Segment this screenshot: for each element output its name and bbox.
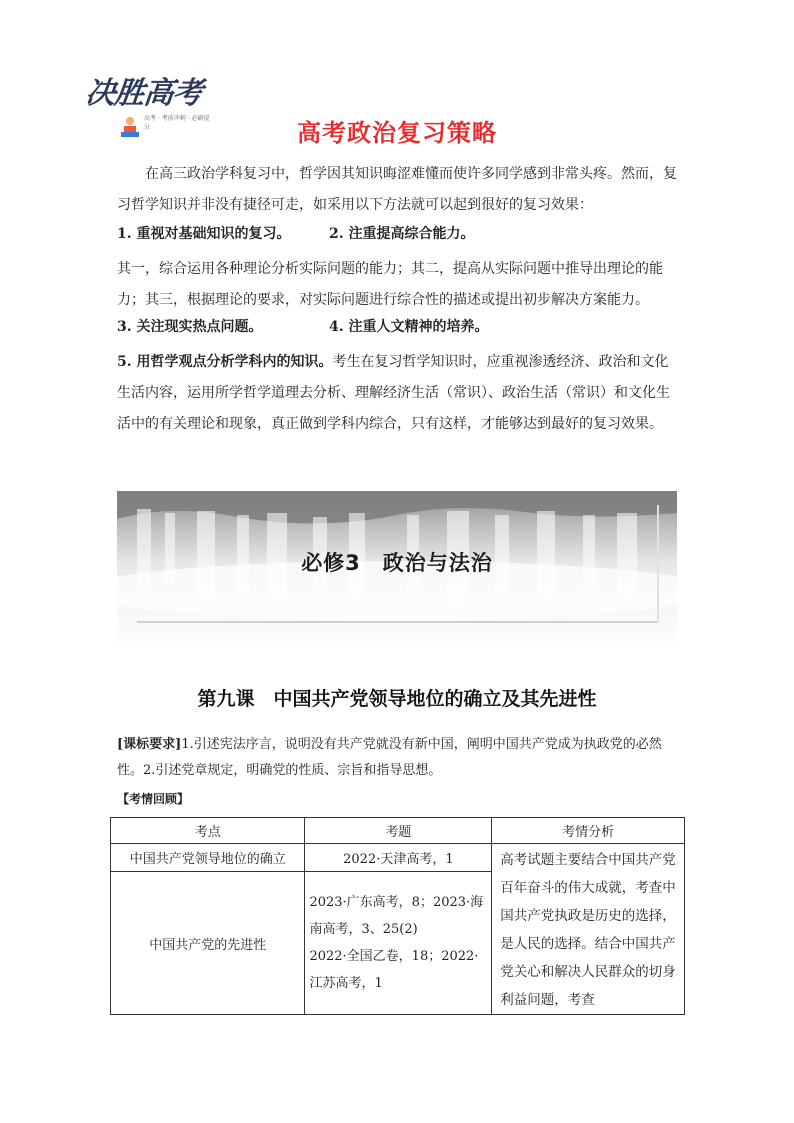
section-banner [117,491,677,649]
lesson-title: 第九课 中国共产党领导地位的确立及其先进性 [197,688,597,710]
tips-row-1 [117,223,475,243]
requirement-text: 1.引述宪法序言，说明没有共产党就没有新中国，阐明中国共产党成为执政党的必然性。2.引述党章规定，明确党的性质、宗旨和指导思想。 [117,737,662,778]
tip-2: 2. 注重提高综合能力。 [329,226,475,242]
exam-analysis-table [110,817,685,1015]
tip-4: 4. 注重人文精神的培养。 [329,319,489,335]
table-cell-point: 中国共产党的先进性 [111,872,305,1015]
tip-5-paragraph [117,347,677,440]
table-cell-point: 中国共产党领导地位的确立 [111,844,305,872]
table-cell-questions [305,872,492,1015]
table-cell-analysis: 高考试题主要结合中国共产党百年奋斗的伟大成就，考查中国共产党执政是历史的选择，是人民的选择。结合中国共产党关心和解决人民群众的切身利益问题，考查 [492,844,685,1015]
exam-review-heading: 【考情回顾】 [117,792,190,806]
header-cell: 考题 [305,818,492,844]
banner-title: 必修3 政治与法治 [301,551,493,575]
table-cell-questions: 2022·天津高考，1 [305,844,492,872]
header-cell: 考点 [111,818,305,844]
logo-brand-text: 决胜高考 [83,76,204,111]
tip-5-text: 考生在复习哲学知识时，应重视渗透经济、政治和文化生活内容，运用所学哲学道理去分析、理解经济生活（常识）、政治生活（常识）和文化生活中的有关理论和现象，真正做到学科内综合，只有这样，才能够达到最好的复习效果。 [117,354,670,432]
logo-tagline: 高考 · 考前冲刺 · 必刷提分 [144,115,210,131]
header-cell: 考情分析 [492,818,685,844]
tips-row-2 [117,316,489,336]
requirement-tag: [课标要求] [117,737,182,752]
table-header-row [111,818,685,844]
tip-2-detail: 其一，综合运用各种理论分析实际问题的能力；其二，提高从实际问题中推导出理论的能力；其三，根据理论的要求，对实际问题进行综合性的描述或提出初步解决方案能力。 [117,261,663,308]
curriculum-requirement [117,732,687,784]
tip-5-heading: 5. 用哲学观点分析学科内的知识。 [117,354,333,370]
intro-paragraph: 在高三政治学科复习中，哲学因其知识晦涩难懂而使许多同学感到非常头疼。然而，复习哲学知识并非没有捷径可走，如采用以下方法就可以起到很好的复习效果： [117,166,677,213]
questions-line: 2022·全国乙卷，18；2022·江苏高考，1 [309,949,479,992]
questions-line: 2023·广东高考，8；2023·海南高考，3、25(2) [309,895,484,938]
tip-1: 1. 重视对基础知识的复习。 [117,226,291,242]
document-title: 高考政治复习策略 [297,119,497,147]
table-row [111,844,685,872]
tip-3: 3. 关注现实热点问题。 [117,319,263,335]
